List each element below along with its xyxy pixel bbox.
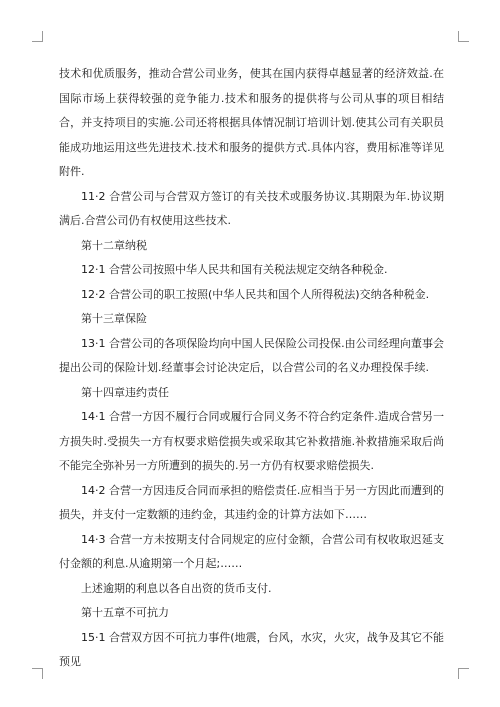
paragraph-12-1: 12·1 合营公司按照中华人民共和国有关税法规定交纳各种税金. bbox=[81, 263, 388, 276]
chapter-heading-14: 第十四章违约责任 bbox=[81, 385, 169, 399]
paragraph-12-2: 12·2 合营公司的职工按照(中华人民共和国个人所得税法)交纳各种税金. bbox=[81, 287, 430, 301]
chapter-heading-13: 第十三章保险 bbox=[81, 312, 147, 325]
crop-mark-bottom-right bbox=[458, 668, 469, 679]
paragraph-14-1: 14·1 合营一方因不履行合同或履行合同义务不符合约定条件.造成合营另一方损失时.受损失一方有权要求赔偿损失或采取其它补救措施.补救措施采取后尚不能完全弥补另一方所遭到的损失的.另一方仍有权要求赔偿损失. bbox=[59, 410, 444, 472]
paragraph-15-1: 15·1 合营双方因不可抗力事件(地震，台风，水灾，火灾，战争及其它不能预见 bbox=[59, 630, 444, 668]
paragraph-14-2: 14·2 合营一方因违反合同而承担的赔偿责任.应相当于另一方因此而遭到的损失，并支付一定数额的违约金，其违约金的计算方法如下…… bbox=[59, 483, 444, 521]
chapter-heading-12: 第十二章纳税 bbox=[81, 238, 147, 252]
paragraph-13-1: 13·1 合营公司的各项保险均向中国人民保险公司投保.由公司经理向董事会提出公司的保险计划.经董事会讨论决定后，以合营公司的名义办理投保手续. bbox=[59, 336, 444, 374]
document-body bbox=[59, 62, 444, 675]
paragraph-14-3: 14·3 合营一方未按期支付合同规定的应付金额，合营公司有权收取迟延支付金额的利息.从逾期第一个月起;…… bbox=[59, 532, 444, 570]
paragraph-interest-note: 上述逾期的利息以各自出资的货币支付. bbox=[81, 581, 272, 595]
paragraph-intro-continuation: 技术和优质服务，推动合营公司业务，使其在国内获得卓越显著的经济效益.在国际市场上获得较强的竞争能力.技术和服务的提供将与公司从事的项目相结合，并支持项目的实施.公司还将根据具体情况制订培训计划.使其公司有关职员能成功地运用这些先进技术.技术和服务的提供方式.具体内容，费用标准等详见附件. bbox=[59, 67, 444, 178]
paragraph-11-2: 11·2 合营公司与合营双方签订的有关技术或服务协议.其期限为年.协议期满后.合营公司仍有权使用这些技术. bbox=[59, 189, 444, 227]
crop-mark-bottom-left bbox=[32, 668, 43, 679]
crop-mark-top-left bbox=[32, 31, 43, 42]
chapter-heading-15: 第十五章不可抗力 bbox=[81, 606, 169, 619]
crop-mark-top-right bbox=[458, 31, 469, 42]
